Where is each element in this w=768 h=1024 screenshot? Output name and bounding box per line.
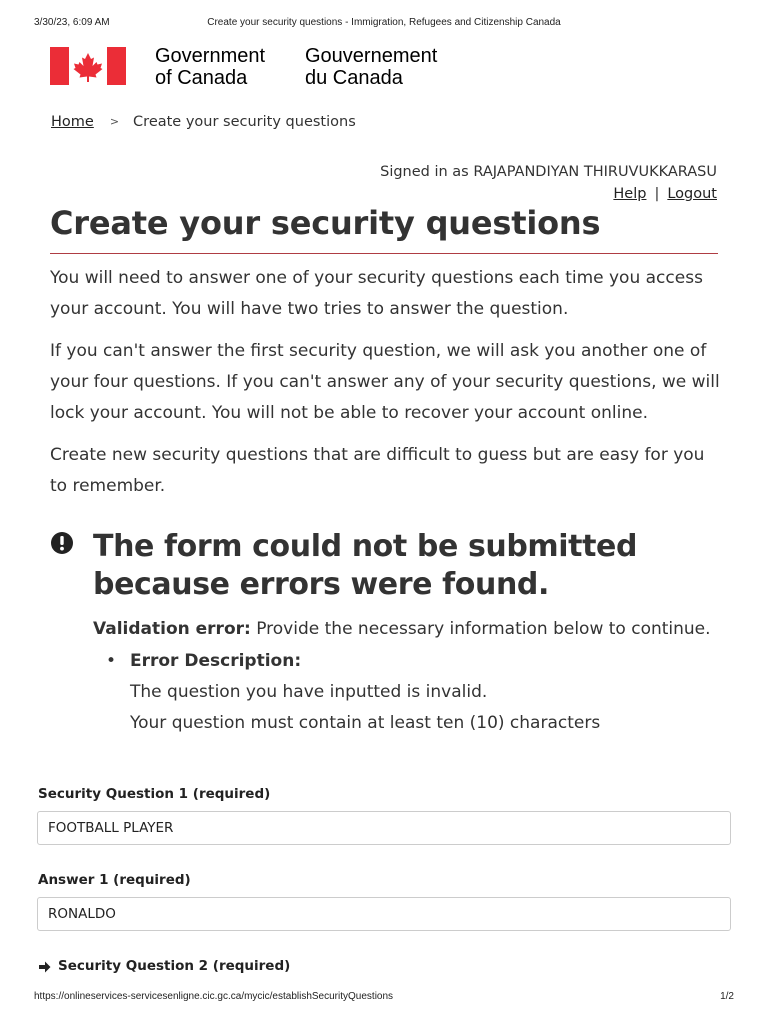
account-links [613, 186, 717, 202]
exclamation-circle-icon [50, 531, 74, 555]
intro-paragraph-3: Create new security questions that are difficult to guess but are easy for you to remember. [50, 445, 705, 496]
logout-link[interactable]: Logout [667, 186, 717, 202]
page-title: Create your security questions [50, 204, 601, 242]
signed-in-status [380, 164, 717, 180]
gouvernement-du-canada-wordmark [305, 45, 437, 89]
security-question-1-input[interactable] [37, 811, 731, 845]
government-of-canada-wordmark [155, 45, 265, 89]
wordmark-fr-line1: Gouvernement [305, 45, 438, 67]
answer-1-label: Answer 1 (required) [38, 872, 191, 888]
wordmark-fr-line2: du Canada [305, 67, 403, 89]
title-underline [50, 253, 718, 254]
intro-paragraph-2: If you can't answer the first security question, we will ask you another one of your four questions. If you can't answer any of your security questions, we will lock your account. You will not be able to recover your account online. [50, 341, 720, 423]
validation-error-text: Provide the necessary information below to continue. [250, 619, 711, 639]
breadcrumb-home-link[interactable]: Home [51, 114, 94, 130]
error-list-bullet: • [106, 651, 117, 671]
print-date: 3/30/23, 6:09 AM [34, 17, 110, 28]
validation-error-message [93, 619, 711, 639]
intro-paragraph-1: You will need to answer one of your security questions each time you access your account. You will have two tries to answer the question. [50, 268, 703, 319]
validation-error-label: Validation error: [93, 619, 251, 639]
wordmark-en-line1: Government [155, 45, 266, 67]
error-description-line-1: The question you have inputted is invalid. [130, 682, 488, 702]
error-description-line-2: Your question must contain at least ten (10) characters [130, 713, 601, 733]
print-footer [34, 991, 734, 1005]
print-page-count: 1/2 [720, 991, 734, 1002]
security-question-1-label: Security Question 1 (required) [38, 786, 271, 802]
print-page-title: Create your security questions - Immigration, Refugees and Citizenship Canada [207, 17, 561, 28]
error-description-label[interactable]: Error Description: [130, 651, 302, 671]
help-link[interactable]: Help [613, 186, 647, 202]
arrow-right-icon [39, 961, 51, 973]
error-summary-heading: The form could not be submitted because errors were found. [93, 529, 638, 602]
signed-in-prefix: Signed in as [380, 164, 469, 180]
print-url: https://onlineservices-servicesenligne.cic.gc.ca/mycic/establishSecurityQuestions [34, 991, 394, 1002]
breadcrumb-separator: > [109, 115, 120, 128]
breadcrumb [51, 114, 356, 130]
print-header [34, 17, 734, 31]
answer-1-input[interactable] [37, 897, 731, 931]
breadcrumb-current: Create your security questions [133, 114, 356, 130]
wordmark-en-line2: of Canada [155, 67, 248, 89]
signed-in-user-name: RAJAPANDIYAN THIRUVUKKARASU [473, 164, 717, 180]
security-question-2-label: Security Question 2 (required) [58, 958, 291, 974]
canada-flag-logo[interactable] [50, 47, 126, 85]
links-divider: | [654, 186, 660, 202]
